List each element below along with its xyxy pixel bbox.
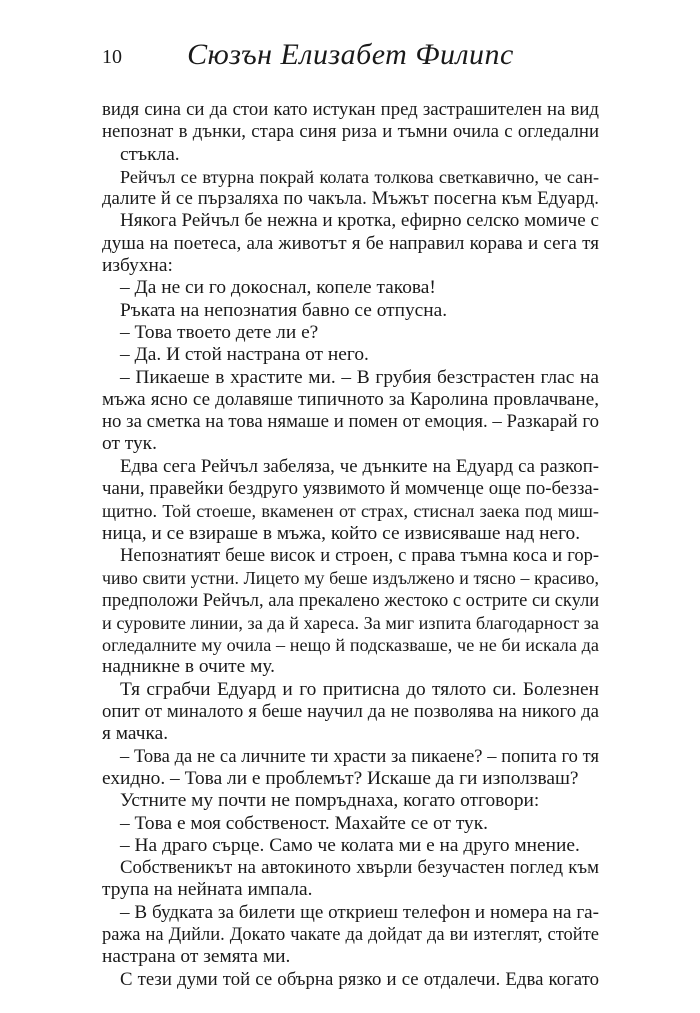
text-line: и суровите линии, за да й хареса. За миг изпита благодарност за — [102, 612, 599, 633]
page-number: 10 — [102, 46, 122, 68]
text-line: от тук. — [102, 433, 157, 455]
text-line: – Това твоето дете ли е? — [120, 321, 319, 343]
text-line: я мачка. — [102, 723, 169, 745]
page-header — [102, 38, 599, 78]
text-line: стъкла. — [120, 143, 180, 165]
text-line: надникне в очите му. — [102, 656, 275, 678]
text-line: чани, правейки бездруго уязвимото й момченце още по-безза- — [102, 478, 599, 500]
body-text — [102, 99, 599, 991]
text-line: – На драго сърце. Само че колата ми е на друго мнение. — [120, 834, 580, 856]
text-line: трупа на нейната импала. — [102, 879, 313, 901]
text-line: Собственикът на автокиното хвърли безучастен поглед към — [120, 857, 599, 879]
text-line: настрана от земята ми. — [102, 946, 291, 968]
text-line: Някога Рейчъл бе нежна и кротка, ефирно селско момиче с — [120, 210, 599, 232]
text-line: – Това е моя собственост. Махайте се от тук. — [120, 812, 489, 834]
running-title-author: Сюзън Елизабет Филипс — [187, 38, 514, 71]
text-line: ехидно. – Това ли е проблемът? Искаше да ги използваш? — [102, 767, 579, 789]
text-line: ница, и се взираше в мъжа, който се извисяваше над него. — [102, 522, 581, 544]
text-line: чиво свити устни. Лицето му беше издължено и тясно – красиво, — [102, 568, 599, 589]
text-line: С тези думи той се обърна рязко и се отдалечи. Едва когато — [120, 968, 599, 990]
text-line: опит от миналото я беше научил да не позволява на никого да — [102, 701, 599, 723]
text-line: ража на Дийли. Докато чакате да дойдат да ви изтеглят, стойте — [102, 924, 599, 945]
text-line: Едва сега Рейчъл забеляза, че дънките на Едуард са разкоп- — [120, 455, 599, 477]
text-line: Рейчъл се втурна покрай колата толкова светкавично, че сан- — [120, 166, 599, 187]
text-line: Ръката на непознатия бавно се отпусна. — [120, 299, 448, 321]
text-line: далите й се пързаляха по чакъла. Мъжът посегна към Едуард. — [102, 188, 599, 210]
text-line: но за сметка на това нямаше и помен от емоция. – Разкарай го — [102, 411, 599, 433]
text-line: – Това да не са личните ти храсти за пикаене? – попита го тя — [120, 746, 599, 767]
text-line: видя сина си да стои като истукан пред застрашителен на вид — [102, 99, 599, 120]
text-line: Непознатият беше висок и строен, с права тъмна коса и гор- — [120, 545, 599, 566]
text-line: мъжа ясно се долавяше типичното за Каролина провлачване, — [102, 388, 599, 410]
text-line: – В будката за билети ще откриеш телефон и номера на га- — [120, 901, 599, 923]
text-line: – Пикаеше в храстите ми. – В грубия безстрастен глас на — [120, 366, 599, 388]
text-line: – Да. И стой настрана от него. — [120, 344, 369, 366]
text-line: душа на поетеса, ала животът я бе направил корава и сега тя — [102, 232, 599, 254]
text-line: избухна: — [102, 255, 173, 277]
text-line: Тя сграбчи Едуард и го притисна до тялото си. Болезнен — [120, 678, 599, 700]
text-line: предположи Рейчъл, ала прекалено жестоко с острите си скули — [102, 590, 600, 611]
text-line: огледалните му очила – нещо й подсказваше, че не би искала да — [102, 635, 599, 656]
text-line: Устните му почти не помръднаха, когато отговори: — [120, 790, 540, 812]
text-line: непознат в дънки, стара синя риза и тъмни очила с огледални — [102, 121, 599, 143]
text-line: щитно. Той стоеше, вкаменен от страх, стиснал заека под миш- — [102, 501, 599, 522]
text-line: – Да не си го докоснал, копеле такова! — [120, 277, 436, 299]
